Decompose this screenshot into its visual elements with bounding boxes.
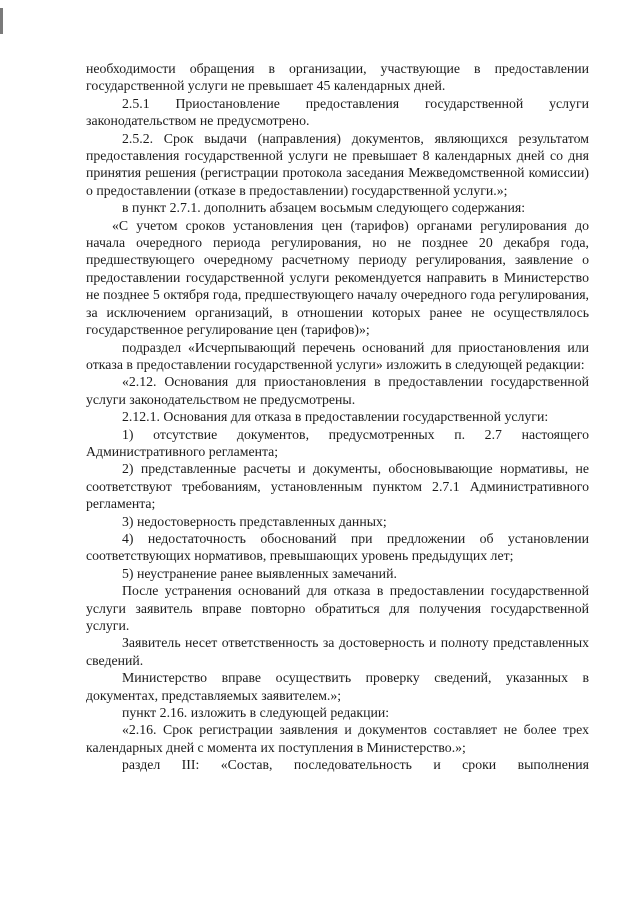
paragraph-verification: Министерство вправе осуществить проверку сведений, указанных в документах, представляемых заявителем.»; bbox=[86, 670, 589, 703]
paragraph-2-12: «2.12. Основания для приостановления в предоставлении государственной услуги законодательством не предусмотрены. bbox=[86, 374, 589, 407]
paragraph-amend-2-7-1: в пункт 2.7.1. дополнить абзацем восьмым следующего содержания: bbox=[122, 200, 526, 216]
paragraph-amend-2-16: пункт 2.16. изложить в следующей редакции: bbox=[122, 705, 390, 721]
list-item-2: 2) представленные расчеты и документы, обосновывающие нормативы, не соответствуют требованиям, установленным пунктом 2.7.1 Административного регламента; bbox=[86, 461, 589, 512]
paragraph-section-3: раздел III: «Состав, последовательность и сроки выполнения bbox=[122, 757, 589, 773]
document-body bbox=[86, 60, 589, 774]
list-item-5: 5) неустранение ранее выявленных замечаний. bbox=[122, 565, 397, 581]
list-item-1: 1) отсутствие документов, предусмотренных п. 2.7 настоящего Административного регламента; bbox=[86, 426, 589, 459]
paragraph-continuation: необходимости обращения в организации, участвующие в предоставлении государственной услуги не превышает 45 календарных дней. bbox=[86, 61, 589, 94]
paragraph-2-16: «2.16. Срок регистрации заявления и документов составляет не более трех календарных дней с момента их поступления в Министерство.»; bbox=[86, 722, 589, 755]
paragraph-2-12-1: 2.12.1. Основания для отказа в предоставлении государственной услуги: bbox=[122, 409, 549, 425]
list-item-3: 3) недостоверность представленных данных; bbox=[122, 513, 387, 529]
paragraph-2-5-1: 2.5.1 Приостановление предоставления государственной услуги законодательством не предусмотрено. bbox=[86, 95, 589, 129]
paragraph-subsection-grounds: подраздел «Исчерпывающий перечень оснований для приостановления или отказа в предоставлении государственной услуги» изложить в следующей редакции: bbox=[86, 339, 589, 372]
paragraph-quote-tariffs: «С учетом сроков установления цен (тарифов) органами регулирования до начала очередного периода регулирования, но не позднее 20 декабря года, предшествующего очередному расчетному периоду регулирования, заявление о предоставлении государственной услуги рекомендуется направить в Министерство не позднее 5 октября года, предшествующего началу очередного года регулирования, за исключением организаций, в отношении которых ранее не осуществлялось государственное регулирование цен (тарифов)»; bbox=[86, 217, 589, 338]
paragraph-reapply: После устранения оснований для отказа в предоставлении государственной услуги заявитель вправе повторно обратиться для получения государственной услуги. bbox=[86, 583, 589, 633]
paragraph-responsibility: Заявитель несет ответственность за достоверность и полноту представленных сведений. bbox=[86, 635, 589, 668]
scan-edge-mark bbox=[0, 8, 3, 34]
list-item-4: 4) недостаточность обоснований при предложении об установлении соответствующих нормативов, превышающих уровень предыдущих лет; bbox=[86, 530, 589, 564]
paragraph-2-5-2: 2.5.2. Срок выдачи (направления) документов, являющихся результатом предоставления государственной услуги не превышает 8 календарных дней со дня принятия решения (регистрации протокола заседания Межведомственной комиссии) о предоставлении (отказе в предоставлении) государственной услуги.»; bbox=[86, 130, 589, 198]
